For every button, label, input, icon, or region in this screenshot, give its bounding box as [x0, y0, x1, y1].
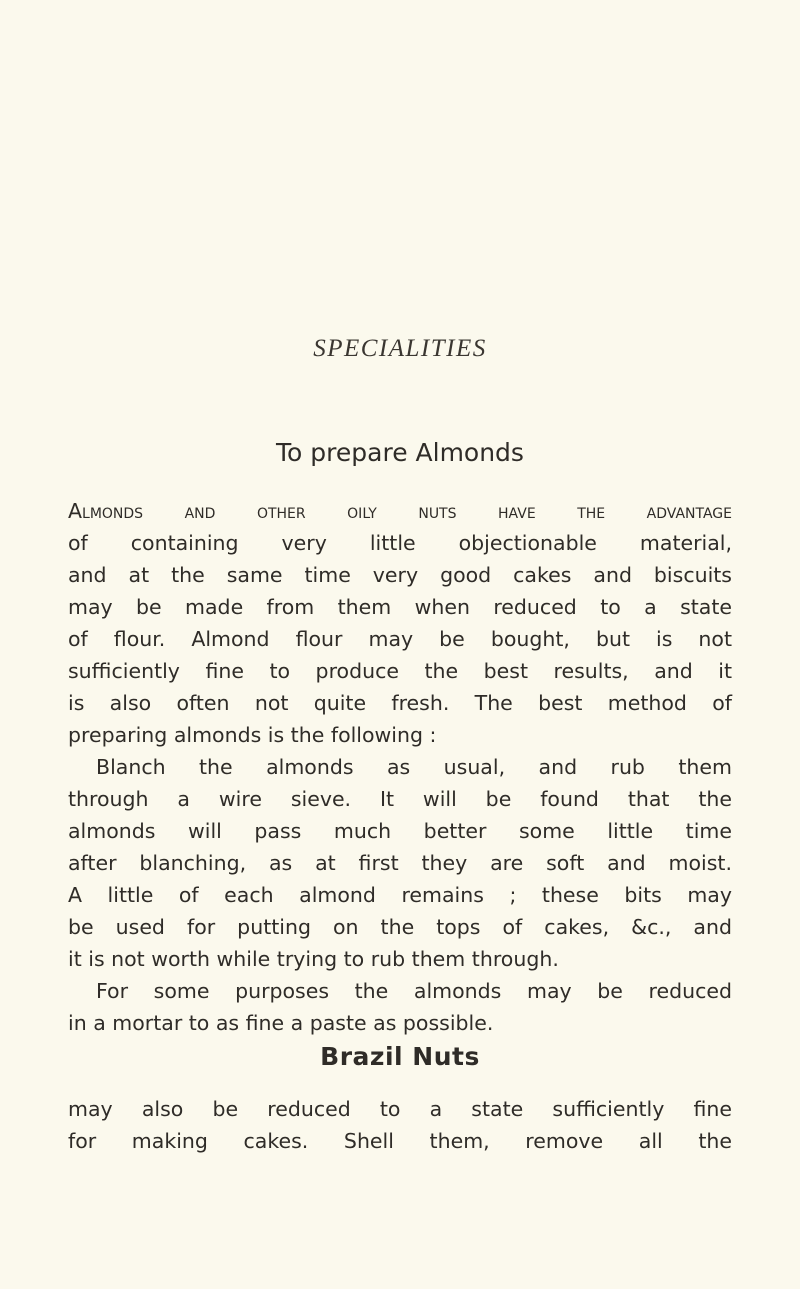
text-line: may also be reduced to a state sufficiently fine	[68, 1097, 732, 1121]
text-line: For some purposes the almonds may be reduced	[96, 979, 732, 1003]
text-line: A little of each almond remains ; these bits may	[68, 883, 732, 907]
paragraph-almonds-mortar	[68, 975, 732, 1039]
paragraph-almonds-intro	[68, 495, 732, 751]
text-line: almonds will pass much better some little time	[68, 819, 732, 843]
text-line: and at the same time very good cakes and biscuits	[68, 563, 732, 587]
paragraph-brazil-nuts	[68, 1093, 732, 1157]
text-line: after blanching, as at first they are soft and moist.	[68, 851, 732, 875]
text-line: of flour. Almond flour may be bought, but is not	[68, 627, 732, 651]
text-line: it is not worth while trying to rub them through.	[68, 947, 559, 971]
text-line: sufficiently fine to produce the best results, and it	[68, 659, 732, 683]
paragraph-almonds-blanch	[68, 751, 732, 975]
text-line: for making cakes. Shell them, remove all the	[68, 1129, 732, 1153]
text-line: is also often not quite fresh. The best method of	[68, 691, 732, 715]
section-heading-almonds: To prepare Almonds	[276, 438, 524, 467]
text-line: Almonds and other oily nuts have the advantage	[68, 499, 732, 523]
text-line: preparing almonds is the following :	[68, 723, 437, 747]
section-heading-brazil-nuts: Brazil Nuts	[320, 1042, 480, 1071]
text-line: of containing very little objectionable material,	[68, 531, 732, 555]
text-line: be used for putting on the tops of cakes, &c., and	[68, 915, 732, 939]
text-line: in a mortar to as fine a paste as possible.	[68, 1011, 494, 1035]
text-line: Blanch the almonds as usual, and rub them	[96, 755, 732, 779]
running-head: SPECIALITIES	[313, 335, 487, 362]
text-line: may be made from them when reduced to a state	[68, 595, 732, 619]
text-line: through a wire sieve. It will be found that the	[68, 787, 732, 811]
